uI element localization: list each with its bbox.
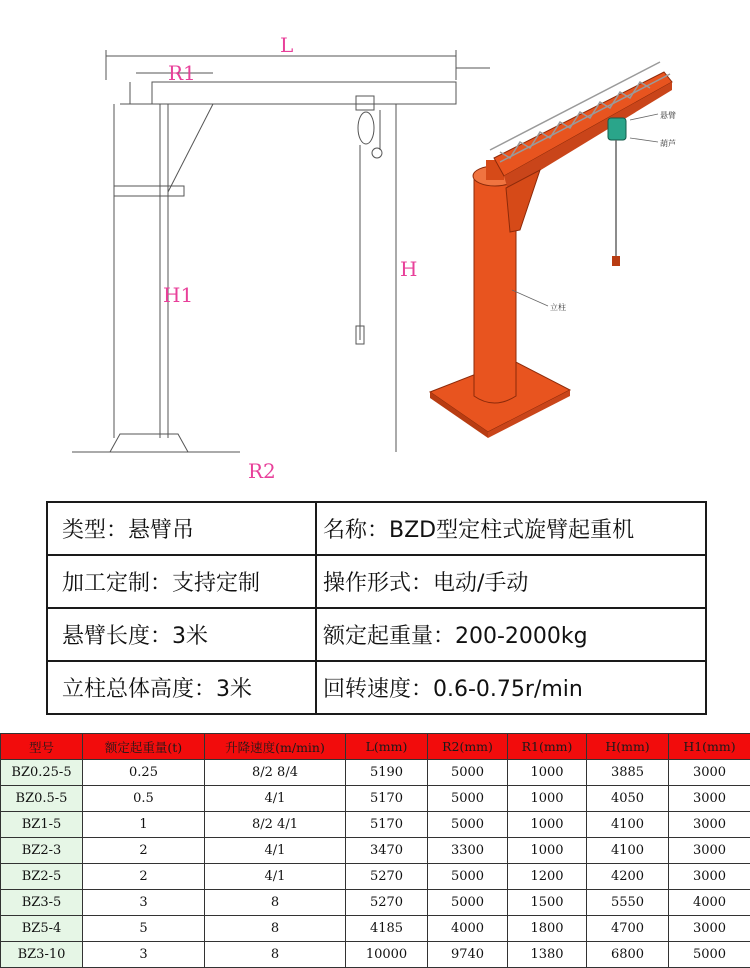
table-cell: 8 xyxy=(205,942,346,968)
spec-cell-left: 类型：悬臂吊 xyxy=(47,502,316,555)
table-cell: 8/2 8/4 xyxy=(205,760,346,786)
spec-row xyxy=(47,502,706,555)
table-cell: 0.25 xyxy=(83,760,205,786)
model-cell: BZ2-5 xyxy=(1,864,83,890)
table-cell: 5270 xyxy=(346,864,428,890)
model-table-header xyxy=(1,734,750,760)
table-cell: 5 xyxy=(83,916,205,942)
table-cell: 5550 xyxy=(587,890,669,916)
crane-3d-illustration xyxy=(430,62,676,438)
spec-row xyxy=(47,661,706,714)
table-cell: 3885 xyxy=(587,760,669,786)
table-cell: 6800 xyxy=(587,942,669,968)
table-cell: 4100 xyxy=(587,838,669,864)
column-header: R2(mm) xyxy=(428,734,508,760)
table-cell: 2 xyxy=(83,838,205,864)
table-cell: 3 xyxy=(83,890,205,916)
column-header: R1(mm) xyxy=(508,734,587,760)
table-cell: 1800 xyxy=(508,916,587,942)
column-header: H(mm) xyxy=(587,734,669,760)
spec-cell-left: 立柱总体高度：3米 xyxy=(47,661,316,714)
table-cell: 3 xyxy=(83,942,205,968)
callout-hoist: 葫芦 xyxy=(660,138,676,148)
table-cell: 10000 xyxy=(346,942,428,968)
spec-cell-right: 额定起重量：200-2000kg xyxy=(316,608,706,661)
spec-cell-right: 回转速度：0.6-0.75r/min xyxy=(316,661,706,714)
spec-cell-right: 名称：BZD型定柱式旋臂起重机 xyxy=(316,502,706,555)
technical-drawing xyxy=(72,50,490,452)
model-cell: BZ3-5 xyxy=(1,890,83,916)
table-cell: 4/1 xyxy=(205,838,346,864)
table-cell: 8 xyxy=(205,890,346,916)
spec-cell-left: 加工定制：支持定制 xyxy=(47,555,316,608)
table-cell: 1000 xyxy=(508,838,587,864)
table-cell: 5000 xyxy=(428,812,508,838)
table-cell: 3000 xyxy=(669,786,750,812)
dim-label-r1: R1 xyxy=(168,61,196,85)
column-header: 额定起重量(t) xyxy=(83,734,205,760)
model-cell: BZ0.25-5 xyxy=(1,760,83,786)
table-row xyxy=(1,864,750,890)
model-cell: BZ1-5 xyxy=(1,812,83,838)
table-cell: 4700 xyxy=(587,916,669,942)
callout-column: 立柱 xyxy=(550,302,566,312)
spec-table xyxy=(46,501,707,715)
table-cell: 3000 xyxy=(669,812,750,838)
column-header: L(mm) xyxy=(346,734,428,760)
model-table xyxy=(0,733,750,968)
table-cell: 8 xyxy=(205,916,346,942)
table-cell: 4000 xyxy=(669,890,750,916)
spec-table-body xyxy=(47,502,706,714)
table-cell: 5000 xyxy=(669,942,750,968)
table-row xyxy=(1,760,750,786)
table-cell: 4050 xyxy=(587,786,669,812)
dim-label-r2: R2 xyxy=(248,459,276,483)
table-cell: 3000 xyxy=(669,838,750,864)
column-header: H1(mm) xyxy=(669,734,750,760)
model-cell: BZ0.5-5 xyxy=(1,786,83,812)
table-cell: 0.5 xyxy=(83,786,205,812)
dim-label-h: H xyxy=(400,257,417,281)
table-row xyxy=(1,890,750,916)
table-cell: 5190 xyxy=(346,760,428,786)
table-cell: 4185 xyxy=(346,916,428,942)
table-cell: 1380 xyxy=(508,942,587,968)
table-cell: 4100 xyxy=(587,812,669,838)
table-cell: 5170 xyxy=(346,812,428,838)
dim-label-h1: H1 xyxy=(163,283,193,307)
column-header: 升降速度(m/min) xyxy=(205,734,346,760)
table-cell: 1200 xyxy=(508,864,587,890)
table-cell: 5000 xyxy=(428,760,508,786)
column-header: 型号 xyxy=(1,734,83,760)
table-row xyxy=(1,916,750,942)
table-cell: 1000 xyxy=(508,812,587,838)
table-cell: 9740 xyxy=(428,942,508,968)
table-row xyxy=(1,786,750,812)
spec-row xyxy=(47,555,706,608)
table-row xyxy=(1,838,750,864)
table-cell: 5000 xyxy=(428,890,508,916)
table-cell: 1 xyxy=(83,812,205,838)
model-cell: BZ2-3 xyxy=(1,838,83,864)
spec-cell-left: 悬臂长度：3米 xyxy=(47,608,316,661)
table-cell: 1000 xyxy=(508,760,587,786)
table-cell: 2 xyxy=(83,864,205,890)
table-cell: 3470 xyxy=(346,838,428,864)
table-row xyxy=(1,942,750,968)
table-cell: 4/1 xyxy=(205,864,346,890)
table-cell: 4200 xyxy=(587,864,669,890)
model-table-body xyxy=(1,760,750,968)
table-cell: 5000 xyxy=(428,864,508,890)
callout-arm: 悬臂 xyxy=(660,110,676,120)
table-cell: 3000 xyxy=(669,864,750,890)
table-cell: 5170 xyxy=(346,786,428,812)
table-cell: 5000 xyxy=(428,786,508,812)
table-row xyxy=(1,812,750,838)
dim-label-l: L xyxy=(280,33,293,57)
dimension-labels xyxy=(163,33,417,483)
spec-cell-right: 操作形式：电动/手动 xyxy=(316,555,706,608)
table-cell: 4000 xyxy=(428,916,508,942)
model-cell: BZ5-4 xyxy=(1,916,83,942)
table-cell: 3000 xyxy=(669,916,750,942)
spec-row xyxy=(47,608,706,661)
table-cell: 8/2 4/1 xyxy=(205,812,346,838)
model-cell: BZ3-10 xyxy=(1,942,83,968)
table-cell: 1500 xyxy=(508,890,587,916)
table-cell: 1000 xyxy=(508,786,587,812)
table-cell: 3000 xyxy=(669,760,750,786)
table-cell: 4/1 xyxy=(205,786,346,812)
table-cell: 3300 xyxy=(428,838,508,864)
table-cell: 5270 xyxy=(346,890,428,916)
